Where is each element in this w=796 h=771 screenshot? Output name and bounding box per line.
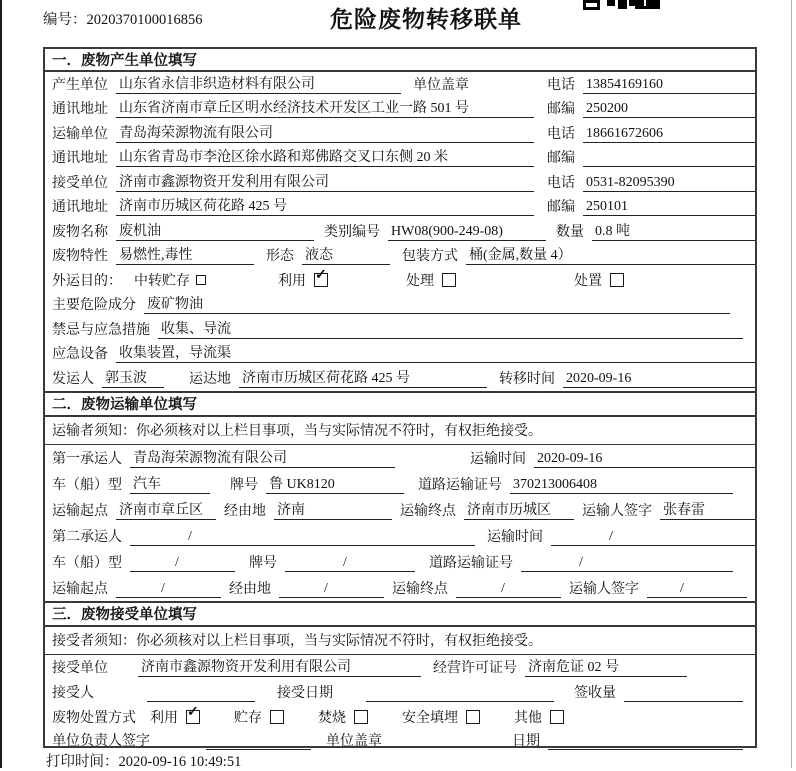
row-vehicle2 — [45, 549, 755, 575]
addr2-label: 通讯地址 — [52, 151, 108, 166]
row-second-carrier — [45, 523, 755, 549]
waste-name-label: 废物名称 — [52, 224, 108, 240]
origin2-label: 运输起点 — [52, 581, 108, 597]
page-right-border — [791, 0, 792, 768]
main-hazard-value: 废矿物油 — [144, 293, 730, 314]
transporter-value: 青岛海荣源物流有限公司 — [116, 122, 534, 143]
via2-value: / — [279, 581, 384, 598]
main-hazard-label: 主要危险成分 — [52, 298, 136, 313]
vehicle1-value: 汽车 — [130, 473, 210, 494]
checkbox-option-label: 利用 — [150, 710, 178, 726]
via1-value: 济南 — [274, 499, 392, 520]
tel3-value: 0531-82095390 — [583, 175, 755, 192]
date-label: 日期 — [512, 733, 540, 749]
checkbox-option — [402, 707, 480, 727]
page-left-border — [0, 0, 2, 768]
producer-value: 山东省永信非织造材料有限公司 — [116, 73, 401, 94]
receive-date-value — [366, 685, 554, 702]
character-label: 废物特性 — [52, 249, 108, 264]
row-producer-address — [45, 97, 755, 122]
end1-value: 济南市历城区 — [464, 499, 574, 520]
section3-header: 三．废物接受单位填写 — [45, 601, 755, 627]
quantity-label: 数量 — [556, 224, 584, 240]
row-waste-name — [45, 219, 755, 244]
carrier1-value: 青岛海荣源物流有限公司 — [130, 447, 395, 468]
equipment-label: 应急设备 — [52, 347, 108, 362]
row-receiving-unit — [45, 655, 755, 680]
manager-sign-label: 单位负责人签字 — [52, 733, 150, 749]
s3-receiver-label: 接受单位 — [52, 660, 108, 676]
carrier2-label: 第二承运人 — [52, 529, 122, 545]
origin1-label: 运输起点 — [52, 503, 108, 519]
doc-number — [43, 8, 203, 29]
checkbox-option — [574, 270, 624, 290]
row-route2 — [45, 575, 755, 601]
vehicle1-label: 车（船）型 — [52, 477, 122, 493]
row-recipient — [45, 680, 755, 705]
checkbox-icon — [270, 710, 284, 724]
qr-code-icon — [583, 0, 661, 10]
manager-sign-value — [206, 733, 311, 750]
checkbox-icon — [550, 710, 564, 724]
zip2-label: 邮编 — [547, 151, 575, 166]
received-qty-label: 签收量 — [574, 685, 616, 701]
plate2-value: / — [285, 555, 415, 572]
license-label: 经营许可证号 — [433, 660, 517, 676]
plate1-label: 牌号 — [230, 477, 258, 493]
sign1-value: 张春雷 — [660, 499, 755, 520]
checkbox-option — [514, 707, 564, 727]
dest-value: 济南市历城区荷花路 425 号 — [239, 367, 487, 388]
check-mark-icon: ✓ — [315, 267, 327, 283]
row-transporter — [45, 121, 755, 146]
via2-label: 经由地 — [229, 581, 271, 597]
checkbox-icon — [354, 710, 368, 724]
addr3-label: 通讯地址 — [52, 200, 108, 215]
checkbox-option — [150, 704, 200, 727]
disposal-checkbox-group — [144, 704, 564, 727]
purpose-checkbox-group — [130, 267, 624, 290]
plate2-label: 牌号 — [249, 555, 277, 571]
road-cert2-value: / — [521, 555, 733, 572]
checkbox-checked-icon — [314, 267, 328, 287]
checkbox-option-label: 安全填埋 — [402, 710, 458, 726]
receive-date-label: 接受日期 — [277, 685, 333, 701]
character-value: 易燃性,毒性 — [116, 244, 254, 265]
waste-name-value: 废机油 — [116, 220, 314, 241]
row-receiver-address — [45, 195, 755, 220]
checkbox-option — [318, 707, 368, 727]
form-value: 液态 — [302, 244, 390, 265]
row-shipper — [45, 366, 755, 391]
date-value — [548, 733, 743, 750]
time1-value: 2020-09-16 — [534, 451, 755, 468]
row-transfer-purpose — [45, 268, 755, 293]
road-cert1-label: 道路运输证号 — [418, 477, 502, 493]
disposal-label: 废物处置方式 — [52, 710, 136, 726]
recipient-value — [147, 685, 255, 702]
sign2-label: 运输人签字 — [569, 581, 639, 597]
row-main-hazard — [45, 293, 755, 318]
emergency-value: 收集、导流 — [158, 318, 743, 339]
print-time-label: 打印时间： — [46, 754, 119, 770]
time2-value: / — [551, 529, 755, 546]
purpose-label: 外运目的： — [52, 273, 122, 289]
zip3-value: 250101 — [583, 199, 755, 216]
time2-label: 运输时间 — [487, 529, 543, 545]
row-route1 — [45, 497, 755, 523]
time1-label: 运输时间 — [470, 451, 526, 467]
checkbox-option-label: 焚烧 — [318, 710, 346, 726]
tel2-label: 电话 — [547, 126, 575, 142]
addr1-value: 山东省济南市章丘区明水经济技术开发区工业一路 501 号 — [116, 97, 534, 118]
vehicle2-label: 车（船）型 — [52, 555, 122, 571]
zip2-value — [583, 150, 755, 167]
section3-notice: 接受者须知：你必须核对以上栏目事项，当与实际情况不符时，有权拒绝接受。 — [45, 627, 755, 655]
sign2-value: / — [647, 581, 747, 598]
checkbox-checked-icon — [186, 704, 200, 724]
s3-receiver-value: 济南市鑫源物资开发利用有限公司 — [138, 656, 421, 677]
row-producer — [45, 72, 755, 97]
carrier2-value: / — [130, 529, 475, 546]
recipient-label: 接受人 — [52, 685, 94, 701]
checkbox-icon — [442, 273, 456, 287]
receiver-value: 济南市鑫源物资开发利用有限公司 — [116, 171, 534, 192]
addr1-label: 通讯地址 — [52, 102, 108, 117]
checkbox-icon — [466, 710, 480, 724]
received-qty-value — [624, 685, 743, 702]
road-cert1-value: 370213006408 — [510, 477, 733, 494]
zip1-label: 邮编 — [547, 102, 575, 117]
quantity-value: 0.8 吨 — [592, 220, 755, 241]
producer-label: 产生单位 — [52, 77, 108, 93]
check-mark-icon: ✓ — [187, 704, 199, 720]
origin1-value: 济南市章丘区 — [116, 499, 216, 520]
doc-number-label: 编号： — [43, 12, 87, 28]
checkbox-option-label: 贮存 — [234, 710, 262, 726]
checkbox-icon — [610, 273, 624, 287]
checkbox-option — [134, 270, 206, 290]
checkbox-option — [278, 267, 328, 290]
tel2-value: 18661672606 — [583, 126, 755, 143]
shipper-label: 发运人 — [52, 371, 94, 387]
section1-header: 一．废物产生单位填写 — [45, 49, 755, 72]
print-time-value: 2020-09-16 10:49:51 — [118, 754, 242, 770]
addr3-value: 济南市历城区荷花路 425 号 — [116, 195, 534, 216]
via1-label: 经由地 — [224, 503, 266, 519]
row-emergency-measures — [45, 317, 755, 342]
checkbox-option — [234, 707, 284, 727]
tel1-label: 电话 — [547, 77, 575, 93]
checkbox-icon — [196, 275, 206, 285]
category-label: 类别编号 — [324, 224, 380, 240]
s3-seal-label: 单位盖章 — [326, 733, 382, 749]
row-vehicle1 — [45, 471, 755, 497]
end2-label: 运输终点 — [392, 581, 448, 597]
row-disposal-method — [45, 705, 755, 730]
checkbox-option-label: 中转贮存 — [134, 273, 190, 289]
unit-seal-label: 单位盖章 — [413, 77, 469, 93]
row-transporter-address — [45, 146, 755, 171]
tel1-value: 13854169160 — [583, 77, 755, 94]
carrier1-label: 第一承运人 — [52, 451, 122, 467]
road-cert2-label: 道路运输证号 — [429, 555, 513, 571]
end1-label: 运输终点 — [400, 503, 456, 519]
row-first-carrier — [45, 445, 755, 471]
packing-value: 桶(金属,数量 4） — [466, 244, 755, 265]
checkbox-option-label: 其他 — [514, 710, 542, 726]
plate1-value: 鲁 UK8120 — [266, 473, 404, 494]
sign1-label: 运输人签字 — [582, 503, 652, 519]
shipper-value: 郭玉波 — [102, 367, 164, 388]
form-label: 形态 — [266, 249, 294, 264]
transfer-date-label: 转移时间 — [499, 371, 555, 387]
row-receiver — [45, 170, 755, 195]
packing-label: 包装方式 — [402, 249, 458, 264]
section2-header: 二．废物运输单位填写 — [45, 391, 755, 417]
transporter-label: 运输单位 — [52, 126, 108, 142]
vehicle2-value: / — [130, 555, 235, 572]
row-emergency-equipment — [45, 342, 755, 367]
checkbox-option-label: 利用 — [278, 273, 306, 289]
section2-notice: 运输者须知：你必须核对以上栏目事项，当与实际情况不符时，有权拒绝接受。 — [45, 417, 755, 445]
zip3-label: 邮编 — [547, 200, 575, 215]
doc-number-value: 2020370100016856 — [86, 12, 203, 28]
category-value: HW08(900-249-08) — [388, 224, 546, 241]
checkbox-option — [406, 270, 456, 290]
manifest-form — [43, 47, 757, 748]
origin2-value: / — [116, 581, 221, 598]
checkbox-option-label: 处理 — [406, 273, 434, 289]
emergency-label: 禁忌与应急措施 — [52, 322, 150, 338]
end2-value: / — [456, 581, 561, 598]
equipment-value: 收集装置，导流渠 — [116, 342, 755, 363]
license-value: 济南危证 02 号 — [525, 656, 687, 677]
checkbox-option-label: 处置 — [574, 273, 602, 289]
row-waste-character — [45, 244, 755, 269]
receiver-label: 接受单位 — [52, 175, 108, 191]
page-title: 危险废物转移联单 — [330, 7, 522, 32]
transfer-date-value: 2020-09-16 — [563, 371, 755, 388]
addr2-value: 山东省青岛市李沧区徐水路和郑佛路交叉口东侧 20 米 — [116, 146, 534, 167]
dest-label: 运达地 — [189, 371, 231, 387]
zip1-value: 250200 — [583, 101, 755, 118]
tel3-label: 电话 — [547, 175, 575, 191]
